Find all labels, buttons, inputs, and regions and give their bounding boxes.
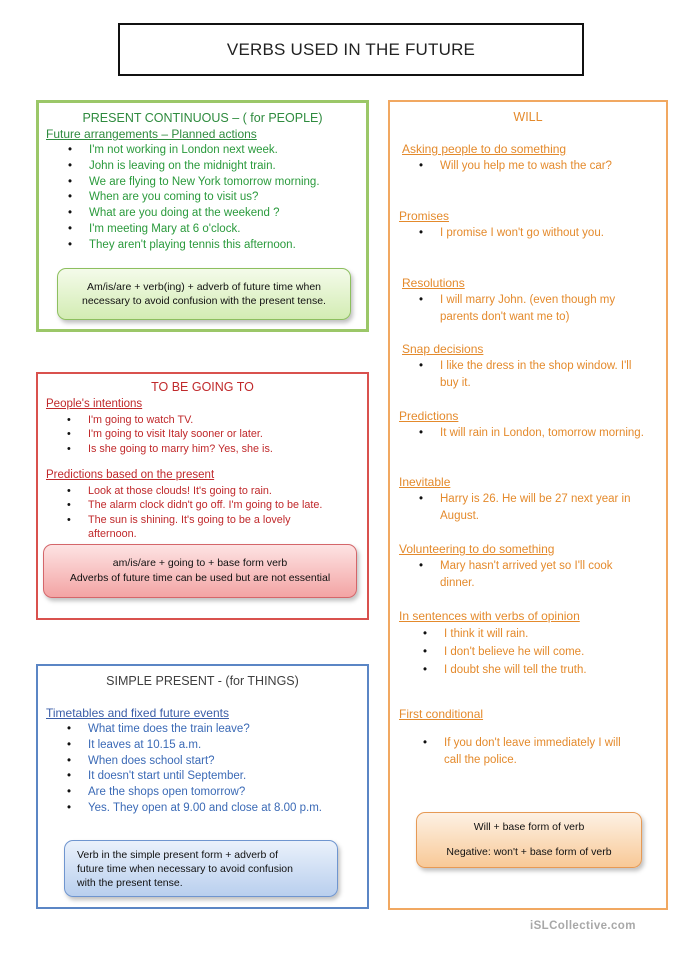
list-item: • When are you coming to visit us? [63,190,320,206]
list-item: • Look at those clouds! It's going to rain. [62,484,352,498]
list-item: • It doesn't start until September. [62,769,322,785]
present-continuous-panel [36,100,369,332]
list-item: • What are you doing at the weekend ? [63,206,320,222]
simple-present-rule-box [64,840,338,897]
will-section-list [418,735,636,768]
simple-present-subtitle: Timetables and fixed future events [46,706,229,720]
rule-line: am/is/are + going to + base form verb [112,557,288,569]
list-item: • If you don't leave immediately I will call the police. [418,735,636,768]
will-section-list [414,558,639,591]
will-section-title: In sentences with verbs of opinion [399,609,580,623]
list-item: • Will you help me to wash the car? [414,158,639,175]
list-item: • Is she going to marry him? Yes, she is. [62,442,273,456]
predictions-present-subtitle: Predictions based on the present [46,469,215,481]
list-item: • What time does the train leave? [62,722,322,738]
list-item: • It will rain in London, tomorrow morning. [414,425,646,442]
rule-line: future time when necessary to avoid confusion [77,862,293,875]
simple-present-panel [36,664,369,909]
list-item: • I'm going to watch TV. [62,413,273,427]
will-section-list [414,425,646,442]
page-title: VERBS USED IN THE FUTURE [118,23,584,76]
present-continuous-rule-box [57,268,351,320]
list-item: • They aren't playing tennis this afternoon. [63,238,320,254]
will-section-list [414,358,646,391]
rule-line: Verb in the simple present form + adverb of [77,848,279,861]
list-item: • I'm meeting Mary at 6 o'clock. [63,222,320,238]
list-item: • I'm going to visit Italy sooner or later. [62,427,273,441]
present-continuous-subtitle: Future arrangements – Planned actions [46,127,257,141]
list-item: • I doubt she will tell the truth. [418,661,658,679]
list-item: • We are flying to New York tomorrow morning. [63,175,320,191]
will-section-list [414,225,624,242]
intentions-list [62,413,273,456]
rule-line: necessary to avoid confusion with the present tense. [82,295,326,307]
rule-line: Adverbs of future time can be used but are not essential [69,572,331,584]
rule-line: Will + base form of verb [473,821,585,833]
list-item: • Are the shops open tomorrow? [62,785,322,801]
present-continuous-title: PRESENT CONTINUOUS – ( for PEOPLE) [82,111,323,125]
will-section-list [414,158,639,175]
will-panel [388,100,668,910]
will-section-title: Promises [399,209,450,223]
list-item: • I don't believe he will come. [418,643,658,661]
rule-line: Negative: won't + base form of verb [446,846,612,858]
will-section-list [414,491,639,524]
list-item: • John is leaving on the midnight train. [63,159,320,175]
list-item: • The alarm clock didn't go off. I'm going to be late. [62,498,352,512]
will-section-title: First conditional [399,707,484,721]
will-section-title: Predictions [399,409,459,423]
list-item: • When does school start? [62,754,322,770]
simple-present-list [62,722,322,817]
rule-line: Am/is/are + verb(ing) + adverb of future time when [86,281,322,293]
list-item: • I think it will rain. [418,625,658,643]
going-to-title: TO BE GOING TO [151,380,254,394]
list-item: • I promise I won't go without you. [414,225,624,242]
will-rule-box [416,812,642,868]
will-section-title: Inevitable [399,475,451,489]
will-section-list [414,292,654,325]
list-item: • I'm not working in London next week. [63,143,320,159]
rule-line: with the present tense. [77,876,183,889]
present-continuous-list [63,143,320,254]
watermark: iSLCollective.com [530,920,636,932]
list-item: • Harry is 26. He will be 27 next year in August. [414,491,639,524]
simple-present-title: SIMPLE PRESENT - (for THINGS) [106,674,299,688]
will-section-list [418,625,658,679]
going-to-panel [36,372,369,620]
predictions-present-list [62,484,352,542]
going-to-rule-box [43,544,357,598]
list-item: • It leaves at 10.15 a.m. [62,738,322,754]
list-item: • The sun is shining. It's going to be a lovely afternoon. [62,513,308,542]
will-title: WILL [513,110,543,124]
list-item: • Mary hasn't arrived yet so I'll cook dinner. [414,558,639,591]
list-item: • Yes. They open at 9.00 and close at 8.00 p.m. [62,801,322,817]
intentions-subtitle: People's intentions [46,398,143,410]
will-section-title: Resolutions [402,276,465,290]
list-item: • I like the dress in the shop window. I'll buy it. [414,358,646,391]
will-section-title: Volunteering to do something [399,542,555,556]
will-section-title: Asking people to do something [402,142,567,156]
will-section-title: Snap decisions [402,342,484,356]
list-item: • I will marry John. (even though my parents don't want me to) [414,292,654,325]
